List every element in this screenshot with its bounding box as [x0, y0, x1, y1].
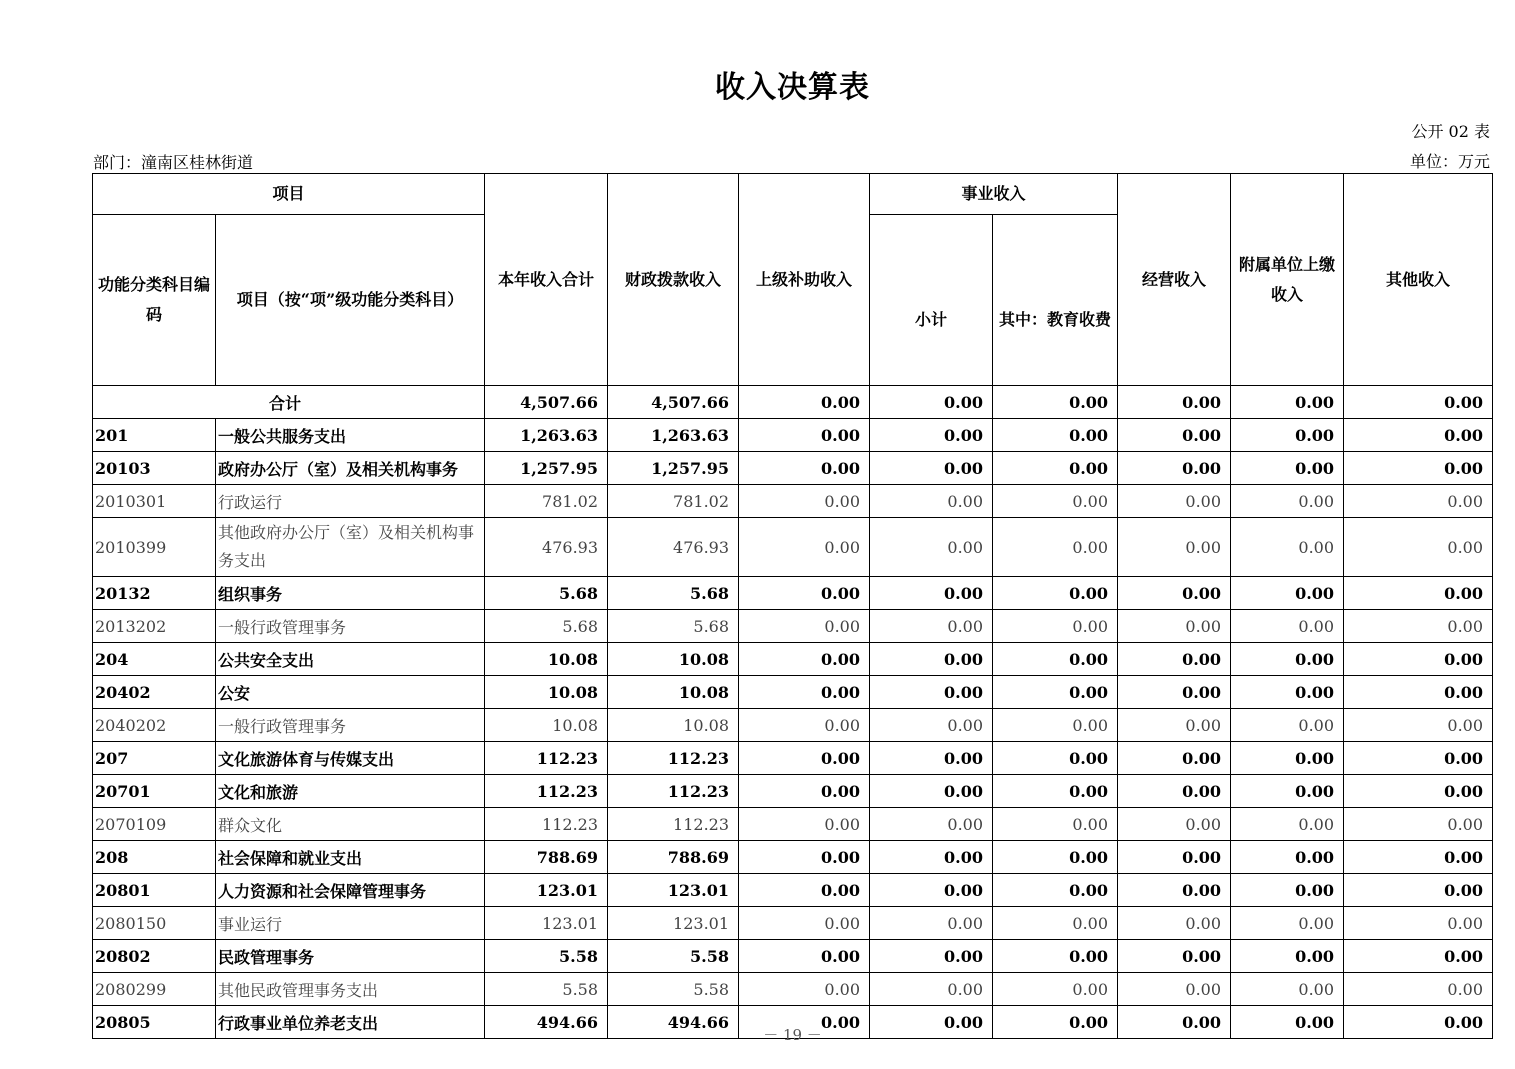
row-value: 0.00 — [1231, 1006, 1344, 1039]
row-name: 文化旅游体育与传媒支出 — [216, 742, 485, 775]
row-value: 0.00 — [993, 874, 1118, 907]
table-row — [93, 742, 1493, 775]
row-code: 20103 — [93, 452, 216, 485]
row-code: 20701 — [93, 775, 216, 808]
row-value: 0.00 — [870, 973, 993, 1006]
row-name: 政府办公厅（室）及相关机构事务 — [216, 452, 485, 485]
table-row — [93, 485, 1493, 518]
row-value: 123.01 — [608, 874, 739, 907]
row-value: 10.08 — [485, 643, 608, 676]
row-name: 其他民政管理事务支出 — [216, 973, 485, 1006]
income-table — [92, 173, 1493, 1039]
row-value: 781.02 — [485, 485, 608, 518]
row-code: 20805 — [93, 1006, 216, 1039]
row-value: 0.00 — [870, 841, 993, 874]
row-value: 0.00 — [1118, 419, 1231, 452]
row-value: 0.00 — [870, 775, 993, 808]
row-value: 0.00 — [1344, 577, 1493, 610]
header-superior: 上级补助收入 — [739, 174, 870, 386]
row-value: 0.00 — [739, 1006, 870, 1039]
row-code: 2070109 — [93, 808, 216, 841]
row-value: 0.00 — [739, 907, 870, 940]
header-item: 项目（按“项”级功能分类科目） — [216, 215, 485, 386]
row-value: 0.00 — [870, 518, 993, 577]
total-value: 0.00 — [1118, 386, 1231, 419]
row-code: 20132 — [93, 577, 216, 610]
table-number: 公开 02 表 — [1411, 122, 1490, 141]
row-value: 0.00 — [1344, 610, 1493, 643]
row-value: 0.00 — [1231, 907, 1344, 940]
row-value: 0.00 — [993, 907, 1118, 940]
row-value: 0.00 — [1231, 775, 1344, 808]
row-value: 0.00 — [993, 676, 1118, 709]
row-value: 0.00 — [1118, 907, 1231, 940]
table-row — [93, 808, 1493, 841]
row-code: 2010399 — [93, 518, 216, 577]
row-value: 0.00 — [1118, 643, 1231, 676]
row-value: 0.00 — [1344, 775, 1493, 808]
total-row — [93, 386, 1493, 419]
row-value: 0.00 — [870, 808, 993, 841]
row-value: 10.08 — [485, 709, 608, 742]
row-value: 0.00 — [993, 577, 1118, 610]
row-value: 0.00 — [1344, 940, 1493, 973]
table-body — [93, 386, 1493, 1039]
row-value: 0.00 — [993, 808, 1118, 841]
row-value: 1,263.63 — [485, 419, 608, 452]
table-row — [93, 676, 1493, 709]
row-value: 0.00 — [993, 1006, 1118, 1039]
row-value: 0.00 — [1118, 973, 1231, 1006]
table-row — [93, 940, 1493, 973]
table-row — [93, 907, 1493, 940]
table-row — [93, 874, 1493, 907]
row-value: 123.01 — [485, 907, 608, 940]
row-value: 112.23 — [485, 775, 608, 808]
total-value: 0.00 — [993, 386, 1118, 419]
row-value: 476.93 — [608, 518, 739, 577]
row-value: 0.00 — [1118, 485, 1231, 518]
row-name: 一般行政管理事务 — [216, 610, 485, 643]
row-value: 0.00 — [870, 709, 993, 742]
row-value: 0.00 — [993, 610, 1118, 643]
total-label: 合计 — [93, 386, 485, 419]
total-value: 0.00 — [1344, 386, 1493, 419]
row-value: 0.00 — [1344, 643, 1493, 676]
row-value: 1,257.95 — [485, 452, 608, 485]
row-name: 一般公共服务支出 — [216, 419, 485, 452]
row-value: 112.23 — [485, 742, 608, 775]
row-code: 2013202 — [93, 610, 216, 643]
row-name: 行政事业单位养老支出 — [216, 1006, 485, 1039]
row-value: 0.00 — [739, 709, 870, 742]
row-value: 0.00 — [1344, 874, 1493, 907]
row-value: 0.00 — [870, 874, 993, 907]
row-value: 0.00 — [993, 485, 1118, 518]
row-value: 0.00 — [1118, 676, 1231, 709]
row-value: 5.68 — [608, 610, 739, 643]
row-value: 0.00 — [870, 610, 993, 643]
row-code: 2080299 — [93, 973, 216, 1006]
header-code: 功能分类科目编码 — [93, 215, 216, 386]
row-value: 112.23 — [485, 808, 608, 841]
row-value: 781.02 — [608, 485, 739, 518]
row-name: 公安 — [216, 676, 485, 709]
row-value: 0.00 — [870, 419, 993, 452]
row-value: 0.00 — [1344, 676, 1493, 709]
row-value: 0.00 — [993, 940, 1118, 973]
row-value: 0.00 — [993, 518, 1118, 577]
row-code: 208 — [93, 841, 216, 874]
table-row — [93, 973, 1493, 1006]
table-row — [93, 610, 1493, 643]
row-value: 0.00 — [1344, 709, 1493, 742]
row-value: 0.00 — [1344, 742, 1493, 775]
row-value: 788.69 — [608, 841, 739, 874]
row-value: 0.00 — [993, 742, 1118, 775]
row-value: 112.23 — [608, 742, 739, 775]
row-value: 0.00 — [1344, 808, 1493, 841]
row-value: 0.00 — [1231, 841, 1344, 874]
row-name: 文化和旅游 — [216, 775, 485, 808]
row-value: 0.00 — [1118, 1006, 1231, 1039]
row-value: 0.00 — [870, 452, 993, 485]
row-value: 0.00 — [1118, 808, 1231, 841]
row-value: 123.01 — [485, 874, 608, 907]
row-name: 民政管理事务 — [216, 940, 485, 973]
row-value: 0.00 — [1344, 419, 1493, 452]
row-value: 5.58 — [608, 973, 739, 1006]
row-value: 0.00 — [1231, 808, 1344, 841]
row-value: 0.00 — [993, 643, 1118, 676]
table-row — [93, 709, 1493, 742]
row-code: 20802 — [93, 940, 216, 973]
row-value: 0.00 — [993, 452, 1118, 485]
row-value: 1,257.95 — [608, 452, 739, 485]
row-value: 0.00 — [739, 940, 870, 973]
row-value: 123.01 — [608, 907, 739, 940]
header-project: 项目 — [93, 174, 485, 215]
row-code: 20402 — [93, 676, 216, 709]
row-value: 0.00 — [870, 907, 993, 940]
row-value: 0.00 — [1344, 485, 1493, 518]
header-subtotal: 小计 — [870, 215, 993, 386]
row-value: 0.00 — [1231, 518, 1344, 577]
row-value: 494.66 — [608, 1006, 739, 1039]
row-value: 0.00 — [739, 577, 870, 610]
row-value: 112.23 — [608, 808, 739, 841]
header-operating: 经营收入 — [1118, 174, 1231, 386]
row-value: 112.23 — [608, 775, 739, 808]
header-fiscal: 财政拨款收入 — [608, 174, 739, 386]
row-value: 0.00 — [1231, 485, 1344, 518]
header-affiliated: 附属单位上缴收入 — [1231, 174, 1344, 386]
header-total-income: 本年收入合计 — [485, 174, 608, 386]
row-code: 201 — [93, 419, 216, 452]
table-row — [93, 841, 1493, 874]
row-value: 0.00 — [1118, 709, 1231, 742]
row-value: 5.68 — [485, 577, 608, 610]
row-name: 一般行政管理事务 — [216, 709, 485, 742]
row-value: 5.58 — [608, 940, 739, 973]
row-value: 0.00 — [870, 577, 993, 610]
row-value: 0.00 — [1118, 577, 1231, 610]
row-value: 0.00 — [1344, 841, 1493, 874]
row-value: 0.00 — [1231, 874, 1344, 907]
row-value: 0.00 — [1231, 577, 1344, 610]
row-value: 494.66 — [485, 1006, 608, 1039]
table-row — [93, 419, 1493, 452]
total-value: 0.00 — [739, 386, 870, 419]
row-value: 0.00 — [1231, 643, 1344, 676]
row-value: 0.00 — [739, 419, 870, 452]
row-value: 0.00 — [739, 676, 870, 709]
row-value: 0.00 — [1231, 419, 1344, 452]
row-value: 10.08 — [608, 676, 739, 709]
row-value: 0.00 — [993, 419, 1118, 452]
row-value: 0.00 — [739, 452, 870, 485]
row-value: 0.00 — [1118, 841, 1231, 874]
row-code: 2040202 — [93, 709, 216, 742]
row-value: 0.00 — [1231, 610, 1344, 643]
row-value: 0.00 — [1118, 874, 1231, 907]
row-value: 0.00 — [739, 775, 870, 808]
row-value: 5.68 — [485, 610, 608, 643]
row-value: 0.00 — [739, 518, 870, 577]
total-value: 4,507.66 — [608, 386, 739, 419]
unit-label: 单位：万元 — [1409, 152, 1490, 171]
row-value: 0.00 — [739, 973, 870, 1006]
row-value: 0.00 — [739, 742, 870, 775]
row-value: 0.00 — [993, 775, 1118, 808]
page-number: － 19 － — [763, 1026, 822, 1044]
row-value: 0.00 — [870, 940, 993, 973]
row-value: 476.93 — [485, 518, 608, 577]
row-value: 0.00 — [1231, 709, 1344, 742]
page-title: 收入决算表 — [715, 70, 870, 105]
row-value: 0.00 — [1118, 940, 1231, 973]
header-education: 其中：教育收费 — [993, 215, 1118, 386]
row-value: 0.00 — [1231, 940, 1344, 973]
row-code: 20801 — [93, 874, 216, 907]
row-value: 0.00 — [739, 485, 870, 518]
row-value: 0.00 — [1118, 518, 1231, 577]
row-value: 5.58 — [485, 973, 608, 1006]
row-value: 0.00 — [870, 1006, 993, 1039]
row-value: 1,263.63 — [608, 419, 739, 452]
row-value: 0.00 — [739, 874, 870, 907]
total-value: 0.00 — [1231, 386, 1344, 419]
department-label: 部门：潼南区桂林街道 — [93, 153, 254, 172]
row-value: 0.00 — [870, 676, 993, 709]
row-code: 207 — [93, 742, 216, 775]
row-value: 0.00 — [870, 742, 993, 775]
total-value: 4,507.66 — [485, 386, 608, 419]
row-value: 0.00 — [993, 709, 1118, 742]
row-value: 0.00 — [1344, 1006, 1493, 1039]
row-value: 5.58 — [485, 940, 608, 973]
row-value: 0.00 — [739, 610, 870, 643]
row-value: 0.00 — [1231, 742, 1344, 775]
row-name: 事业运行 — [216, 907, 485, 940]
row-value: 0.00 — [739, 808, 870, 841]
table-row — [93, 452, 1493, 485]
header-business-group: 事业收入 — [870, 174, 1118, 215]
row-value: 0.00 — [1118, 775, 1231, 808]
row-value: 10.08 — [608, 643, 739, 676]
row-value: 788.69 — [485, 841, 608, 874]
table-row — [93, 643, 1493, 676]
row-value: 0.00 — [1118, 742, 1231, 775]
row-value: 0.00 — [1344, 518, 1493, 577]
row-value: 0.00 — [1344, 973, 1493, 1006]
row-value: 10.08 — [485, 676, 608, 709]
row-value: 0.00 — [739, 643, 870, 676]
row-value: 0.00 — [993, 841, 1118, 874]
row-name: 行政运行 — [216, 485, 485, 518]
row-value: 0.00 — [1231, 452, 1344, 485]
row-name: 其他政府办公厅（室）及相关机构事务支出 — [216, 518, 485, 577]
row-name: 社会保障和就业支出 — [216, 841, 485, 874]
row-value: 0.00 — [1344, 907, 1493, 940]
row-value: 0.00 — [1118, 452, 1231, 485]
header-other: 其他收入 — [1344, 174, 1493, 386]
row-name: 人力资源和社会保障管理事务 — [216, 874, 485, 907]
row-value: 0.00 — [870, 485, 993, 518]
row-value: 10.08 — [608, 709, 739, 742]
row-value: 0.00 — [1344, 452, 1493, 485]
row-name: 群众文化 — [216, 808, 485, 841]
table-row — [93, 775, 1493, 808]
table-row — [93, 518, 1493, 577]
row-value: 0.00 — [870, 643, 993, 676]
row-value: 0.00 — [739, 841, 870, 874]
row-value: 0.00 — [1231, 676, 1344, 709]
row-value: 5.68 — [608, 577, 739, 610]
row-name: 公共安全支出 — [216, 643, 485, 676]
row-value: 0.00 — [1118, 610, 1231, 643]
row-value: 0.00 — [993, 973, 1118, 1006]
row-name: 组织事务 — [216, 577, 485, 610]
row-code: 2080150 — [93, 907, 216, 940]
row-code: 204 — [93, 643, 216, 676]
row-value: 0.00 — [1231, 973, 1344, 1006]
total-value: 0.00 — [870, 386, 993, 419]
row-code: 2010301 — [93, 485, 216, 518]
table-row — [93, 577, 1493, 610]
